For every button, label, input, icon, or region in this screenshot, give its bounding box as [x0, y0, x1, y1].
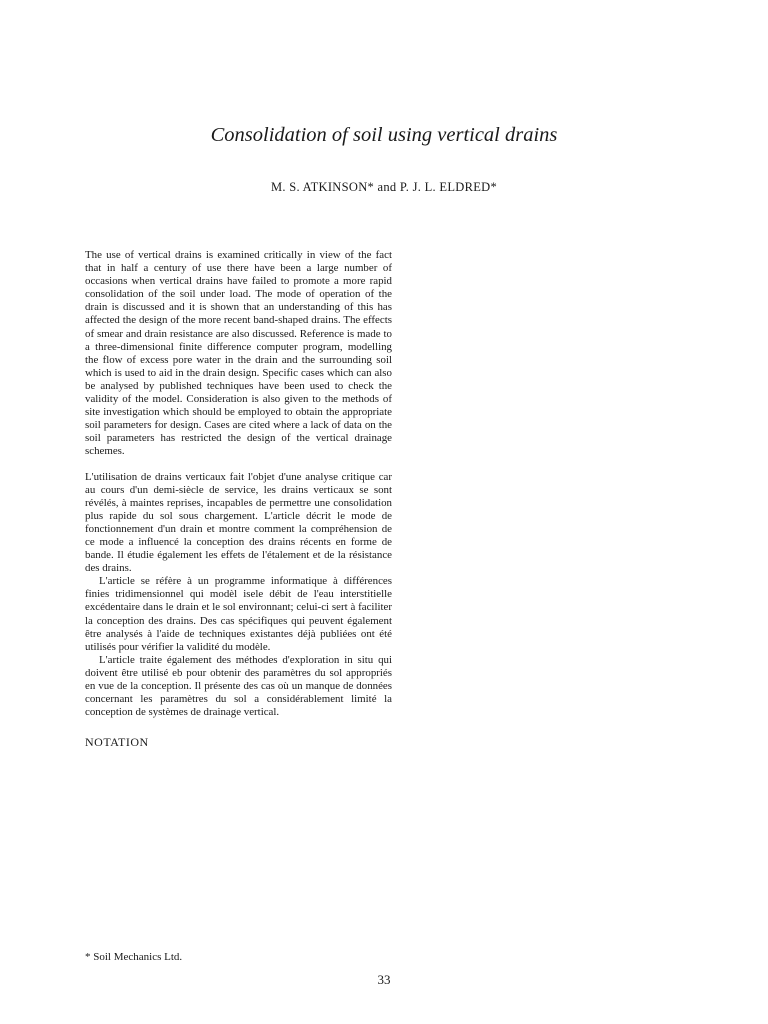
abstract-english: The use of vertical drains is examined critically in view of the fact that in half a century of use there have been a large number of occasions when vertical drains have failed to promote a more rapid consolidation of the soil under load. The mode of operation of the drain is discussed and it is shown that an understanding of this has affected the design of the more recent band-shaped drains. The effects of smear and drain resistance are also discussed. Reference is made to a three-dimensional finite difference computer program, modelling the flow of excess pore water in the drain and the surrounding soil which is used to aid in the drain design. Specific cases which can also be analysed by published techniques have been used to check the validity of the model. Consideration is also given to the methods of site investigation which should be employed to obtain the appropriate soil parameters for design. Cases are cited where a lack of data on the soil parameters has restricted the design of the vertical drainage schemes.: [85, 249, 392, 458]
resume-paragraph: L'article traite également des méthodes d'exploration in situ qui doivent être utilisé eb pour obtenir des paramètres du sol appropriés en vue de la conception. Il présente des cas où un manque de données concernant les paramètres du sol a considérablement limité la conception de systèmes de drainage vertical.: [85, 653, 392, 719]
authors-line: M. S. ATKINSON* and P. J. L. ELDRED*: [270, 180, 498, 194]
left-column: [85, 249, 392, 750]
affiliation-footnote: * Soil Mechanics Ltd.: [85, 951, 183, 963]
resume-paragraph: L'article se réfère à un programme informatique à différences finies tridimensionnel qui modèl isele débit de l'eau interstitielle excédentaire dans le drain et le sol environnant; celui-ci sert à faciliter la conception des drains. Des cas spécifiques qui peuvent également être analysés à l'aide de techniques existantes déjà publiées ont été utilisés pour vérifier la validité du modèle.: [85, 575, 392, 653]
notation-heading: NOTATION: [85, 735, 149, 750]
abstract-french: [85, 471, 392, 720]
paper-title: Consolidation of soil using vertical drains: [210, 124, 558, 146]
page-number: 33: [377, 972, 391, 987]
resume-paragraph: L'utilisation de drains verticaux fait l'objet d'une analyse critique car au cours d'un demi-siècle de service, les drains verticaux se sont révélés, à maintes reprises, incapables de permettre une consolidation plus rapide du sol sous chargement. L'article décrit le mode de fonctionnement d'un drain et montre comment la compréhension de ce mode a influencé la conception des drains récents en forme de bande. Il étudie également les effets de l'étalement et de la résistance des drains.: [85, 470, 392, 575]
